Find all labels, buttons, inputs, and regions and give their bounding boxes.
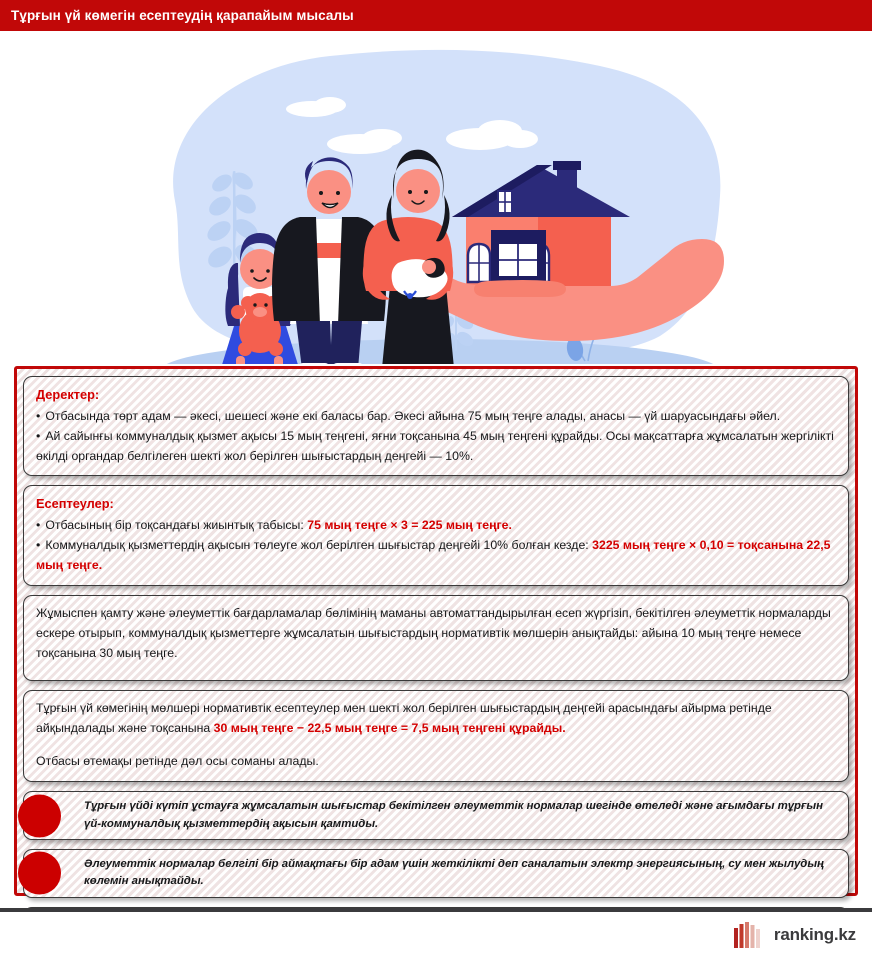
calculation-2-text: Коммуналдық қызметтердің ақысын төлеуге жол берілген шығыстар деңгейі 10% болған кезде:: [45, 538, 593, 553]
data-bullet-2: • Ай сайынғы коммуналдық қызмет ақысы 15 мың теңгені, яғни тоқсанына 45 мың теңгені құрайды. Осы мақсаттарға жұмсалатын жергілікті өкілді органдар белгілеген шекті жол берілген шығыстардың деңгейі — 10%.: [36, 427, 836, 467]
note-text-1: Тұрғын үйді күтіп ұстауға жұмсалатын шығыстар бекітілген әлеуметтік нормалар шегінде өтеледі және ағымдағы тұрғын үй-коммуналдық қызметтердің ақысын қамтиды.: [84, 800, 823, 830]
family-house-illustration-svg: [0, 31, 872, 364]
norms-card: [23, 595, 849, 681]
red-circle-icon: [18, 852, 61, 895]
ranking-kz-logo[interactable]: [734, 922, 856, 948]
data-bullet-1: • Отбасында төрт адам — әкесі, шешесі және екі баласы бар. Әкесі айына 75 мың теңге алады, анасы — үй шаруасындағы әйел.: [36, 407, 836, 427]
hero-illustration: [0, 31, 872, 364]
footer: [0, 912, 872, 958]
calculation-1-text: Отбасының бір тоқсандағы жиынтық табысы:: [45, 518, 308, 533]
result-paragraph-second: Отбасы өтемақы ретінде дәл осы соманы алады.: [36, 754, 319, 769]
red-circle-icon: [18, 794, 61, 837]
calculations-card: [23, 485, 849, 585]
calculation-2-highlight: 3225 мың теңге × 0,10 = тоқсанына 22,5 мың теңге.: [36, 538, 831, 572]
data-card-heading: Деректер:: [36, 387, 100, 402]
result-text-prefix: Тұрғын үй көмегінің мөлшері нормативтік есептеулер мен шекті жол берілген шығыстардың деңгейі арасындағы айырма ретінде айқындалады және тоқсанына: [36, 700, 772, 735]
calculations-card-heading: Есептеулер:: [36, 496, 114, 512]
result-highlight: 30 мың теңге − 22,5 мың теңге = 7,5 мың теңгені құрайды.: [213, 720, 566, 735]
bar-chart-logo-icon: [734, 922, 766, 948]
note-card-2: [23, 849, 849, 898]
calculation-bullet-2: [36, 536, 836, 576]
page-title: Тұрғын үй көмегін есептеудің қарапайым мысалы: [11, 8, 354, 23]
title-bar: [0, 0, 872, 31]
calculation-1-highlight: 75 мың теңге × 3 = 225 мың теңге.: [307, 518, 512, 533]
norms-paragraph: Жұмыспен қамту және әлеуметтік бағдарламалар бөлімінің маманы автоматтандырылған есеп жүргізіп, бекітілген әлеуметтік нормаларды ескере отырып, коммуналдық қызметтерге жұмсалатын шығыстардың нормативтік мөлшерін анықтайды: айына 10 мың теңге немесе тоқсанына 30 мың теңге.: [36, 605, 831, 660]
result-paragraph: [36, 699, 836, 739]
note-card-1: [23, 791, 849, 840]
note-text-2: Әлеуметтік нормалар белгілі бір аймақтағы бір адам үшін жеткілікті деп саналатын электр энергиясының, су мен жылудың көлемін анықтайды.: [84, 857, 824, 888]
logo-text: ranking.kz: [773, 925, 856, 944]
content-frame: [14, 366, 858, 896]
result-card: [23, 690, 849, 783]
calculation-bullet-1: [36, 516, 836, 536]
data-card: [23, 376, 849, 476]
